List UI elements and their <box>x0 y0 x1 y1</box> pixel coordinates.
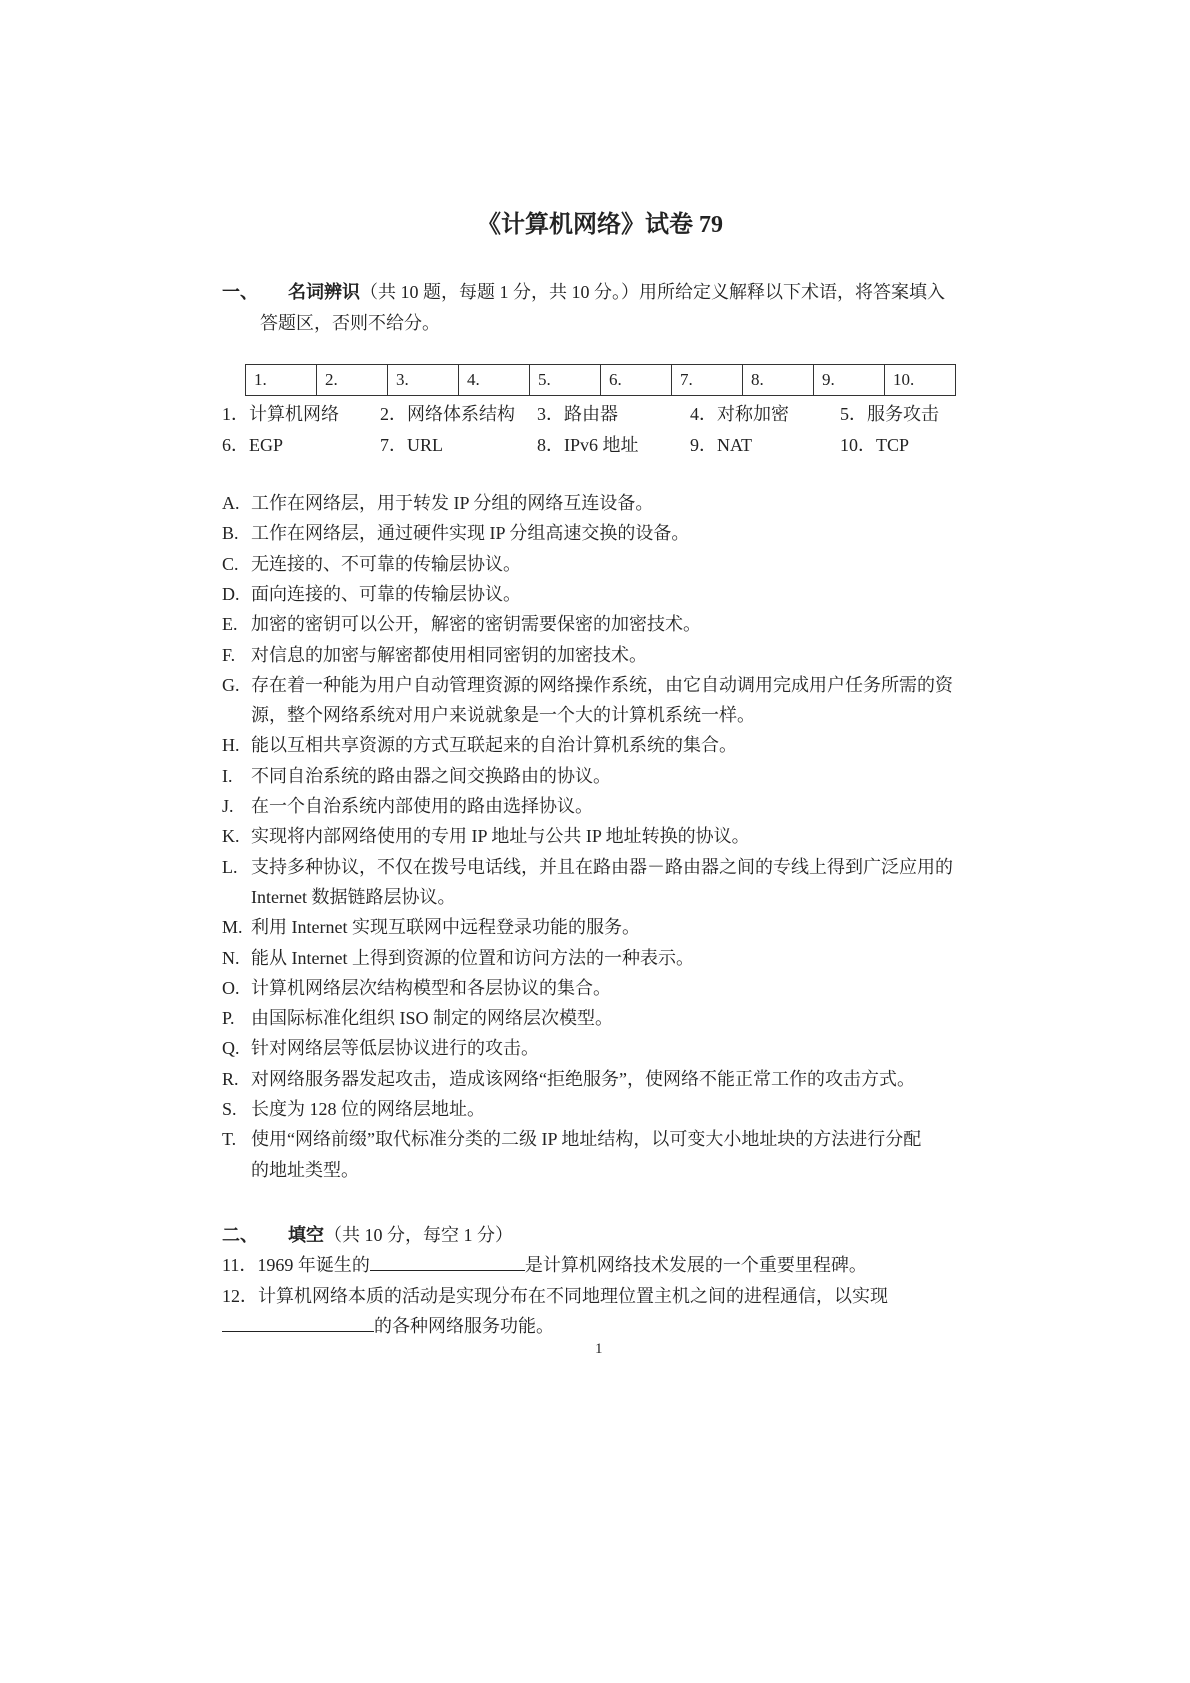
section1-desc-cont: 答题区，否则不给分。 <box>260 313 440 333</box>
definition-item <box>222 609 701 640</box>
definition-item <box>222 518 689 549</box>
definition-item <box>222 1064 915 1095</box>
definition-item <box>222 973 611 1004</box>
answer-cell[interactable]: 10. <box>885 365 956 396</box>
definition-text: 支持多种协议，不仅在拨号电话线，并且在路由器－路由器之间的专线上得到广泛应用的 <box>251 856 953 877</box>
definition-label: I. <box>222 765 233 786</box>
definition-text: 无连接的、不可靠的传输层协议。 <box>251 553 521 574</box>
page-number: 1 <box>595 1341 603 1357</box>
definition-text: 加密的密钥可以公开，解密的密钥需要保密的加密技术。 <box>251 614 701 635</box>
term: 6．EGP <box>222 435 284 455</box>
definition-item <box>222 1124 921 1155</box>
definition-label: K. <box>222 826 240 847</box>
term: 7．URL <box>380 435 443 455</box>
definition-item <box>222 1033 539 1064</box>
term: 10．TCP <box>840 435 910 455</box>
answer-cell[interactable]: 3. <box>388 365 459 396</box>
definition-text: 使用“网络前缀”取代标准分类的二级 IP 地址结构，以可变大小地址块的方法进行分配 <box>251 1129 922 1150</box>
question-12: 12．计算机网络本质的活动是实现分布在不同地理位置主机之间的进程通信，以实现 <box>222 1286 888 1306</box>
definition-label: G. <box>222 674 240 695</box>
answer-cell[interactable]: 9. <box>814 365 885 396</box>
definition-label: R. <box>222 1068 239 1089</box>
definition-label: N. <box>222 947 240 968</box>
term: 3．路由器 <box>537 404 618 424</box>
definition-item <box>222 730 737 761</box>
definition-text: 对网络服务器发起攻击，造成该网络“拒绝服务”，使网络不能正常工作的攻击方式。 <box>251 1068 915 1089</box>
q11-text: 11．1969 年诞生的 <box>222 1255 370 1275</box>
definition-item <box>222 670 953 701</box>
definition-item <box>222 488 653 519</box>
definition-text: 利用 Internet 实现互联网中远程登录功能的服务。 <box>251 917 640 938</box>
term: 4．对称加密 <box>690 404 789 424</box>
answer-blank[interactable] <box>222 1317 374 1332</box>
answer-table <box>245 364 956 396</box>
definition-label: J. <box>222 796 234 816</box>
definition-item <box>222 821 750 852</box>
definition-label: B. <box>222 523 239 544</box>
definition-label: H. <box>222 735 240 756</box>
definition-text: 长度为 128 位的网络层地址。 <box>251 1099 485 1119</box>
term: 5．服务攻击 <box>840 404 939 424</box>
definition-text: 工作在网络层，用于转发 IP 分组的网络互连设备。 <box>251 493 654 513</box>
definition-item <box>222 943 694 974</box>
section2-heading <box>222 1221 513 1247</box>
definition-text-cont: Internet 数据链路层协议。 <box>251 886 456 907</box>
definition-text: 对信息的加密与解密都使用相同密钥的加密技术。 <box>251 644 647 665</box>
definition-label: D. <box>222 583 240 604</box>
definition-label: M. <box>222 917 243 938</box>
definition-item <box>222 761 611 792</box>
definition-text: 能以互相共享资源的方式互联起来的自治计算机系统的集合。 <box>251 735 737 756</box>
definition-label: S. <box>222 1099 237 1119</box>
term: 8．IPv6 地址 <box>537 435 639 455</box>
q11-text-after: 是计算机网络技术发展的一个重要里程碑。 <box>524 1255 867 1275</box>
answer-cell[interactable]: 1. <box>246 365 317 396</box>
answer-cell[interactable]: 8. <box>743 365 814 396</box>
definition-label: P. <box>222 1008 235 1029</box>
definition-item <box>222 1003 613 1034</box>
answer-cell[interactable]: 2. <box>317 365 388 396</box>
definition-item <box>222 579 521 610</box>
section-desc: （共 10 题，每题 1 分，共 10 分。）用所给定义解释以下术语，将答案填入 <box>360 282 945 302</box>
answer-blank[interactable] <box>370 1256 525 1271</box>
term: 1．计算机网络 <box>222 404 339 424</box>
definition-label: O. <box>222 977 240 998</box>
definition-item <box>222 791 593 822</box>
definition-text-cont: 源，整个网络系统对用户来说就象是一个大的计算机系统一样。 <box>251 705 755 726</box>
term: 2．网络体系结构 <box>380 404 515 424</box>
term: 9．NAT <box>690 435 752 455</box>
definition-text: 存在着一种能为用户自动管理资源的网络操作系统，由它自动调用完成用户任务所需的资 <box>251 674 953 695</box>
definition-item <box>222 1094 485 1125</box>
question-11 <box>222 1251 867 1277</box>
definition-label: T. <box>222 1129 237 1150</box>
question-12-cont <box>222 1312 554 1338</box>
definition-text-cont: 的地址类型。 <box>251 1159 359 1180</box>
definition-item <box>222 912 640 943</box>
definition-text: 工作在网络层，通过硬件实现 IP 分组高速交换的设备。 <box>251 523 690 544</box>
section-desc: （共 10 分，每空 1 分） <box>324 1225 513 1245</box>
answer-cell[interactable]: 4. <box>459 365 530 396</box>
definition-label: E. <box>222 614 238 635</box>
section-name: 名词辨识 <box>288 282 360 302</box>
definition-label: F. <box>222 644 236 665</box>
definition-text: 面向连接的、可靠的传输层协议。 <box>251 583 521 604</box>
q12-text-after: 的各种网络服务功能。 <box>374 1316 554 1336</box>
definition-text: 实现将内部网络使用的专用 IP 地址与公共 IP 地址转换的协议。 <box>251 826 750 847</box>
definition-label: Q. <box>222 1038 240 1059</box>
definition-text: 计算机网络层次结构模型和各层协议的集合。 <box>251 977 611 998</box>
definition-text: 在一个自治系统内部使用的路由选择协议。 <box>251 796 593 816</box>
definition-label: L. <box>222 856 238 877</box>
definition-label: A. <box>222 493 240 513</box>
answer-cell[interactable]: 7. <box>672 365 743 396</box>
section1-heading <box>222 278 945 304</box>
section-number: 二、 <box>222 1225 258 1245</box>
definition-text: 针对网络层等低层协议进行的攻击。 <box>251 1038 539 1059</box>
answer-cell[interactable]: 6. <box>601 365 672 396</box>
definition-item <box>222 852 953 883</box>
section-number: 一、 <box>222 282 258 302</box>
page-title: 《计算机网络》试卷 79 <box>477 212 723 238</box>
definition-item <box>222 549 521 580</box>
section-name: 填空 <box>288 1225 324 1245</box>
definition-text: 能从 Internet 上得到资源的位置和访问方法的一种表示。 <box>251 947 694 968</box>
answer-cell[interactable]: 5. <box>530 365 601 396</box>
definition-item <box>222 640 647 671</box>
definition-label: C. <box>222 553 239 574</box>
definition-text: 不同自治系统的路由器之间交换路由的协议。 <box>251 765 611 786</box>
definition-text: 由国际标准化组织 ISO 制定的网络层次模型。 <box>251 1008 614 1029</box>
